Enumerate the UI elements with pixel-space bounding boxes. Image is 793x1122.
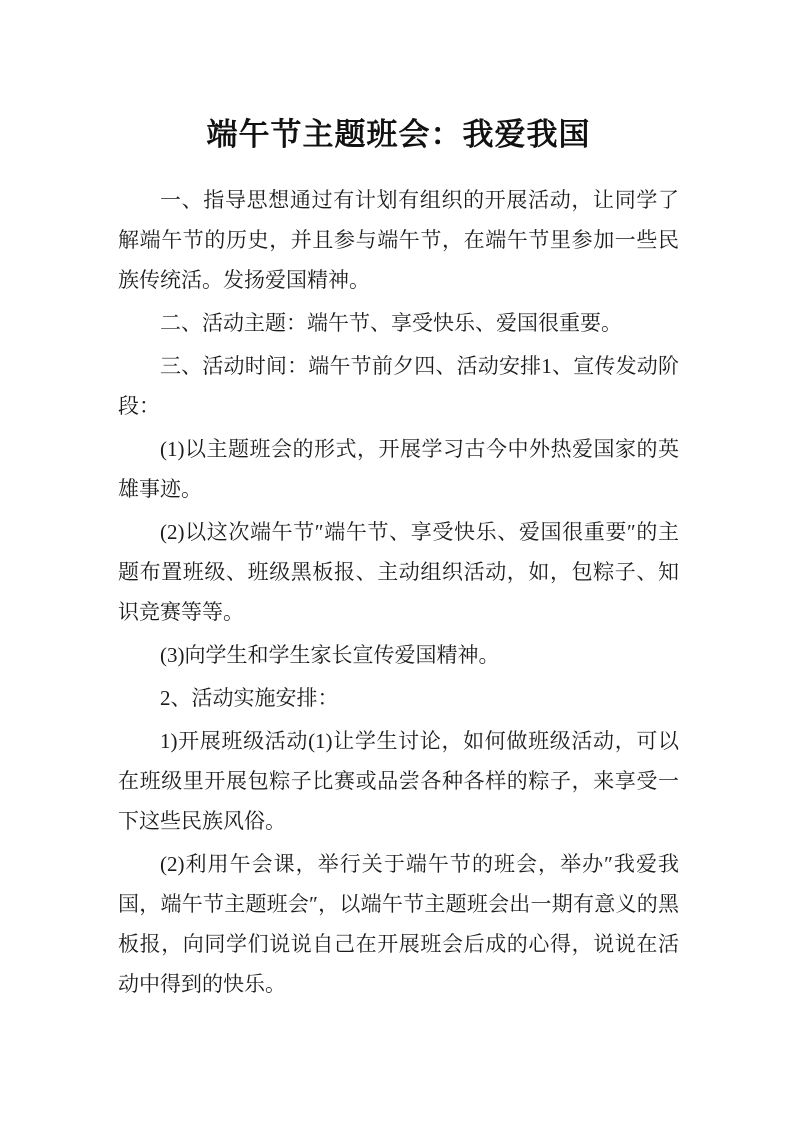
paragraph: 一、指导思想通过有计划有组织的开展活动，让同学了解端午节的历史，并且参与端午节，在端午节里参加一些民族传统活。发扬爱国精神。 — [118, 188, 679, 292]
paragraph: 二、活动主题：端午节、享受快乐、爱国很重要。 — [160, 311, 622, 335]
document-title: 端午节主题班会：我爱我国 — [206, 117, 591, 152]
paragraph: 1)开展班级活动(1)让学生讨论，如何做班级活动，可以在班级里开展包粽子比赛或品尝各种各样的粽子，来享受一下这些民族风俗。 — [118, 729, 679, 833]
paragraph: 三、活动时间：端午节前夕四、活动安排1、宣传发动阶段： — [118, 354, 679, 418]
document-body — [118, 180, 679, 1004]
paragraph: (1)以主题班会的形式，开展学习古今中外热爱国家的英雄事迹。 — [118, 437, 679, 501]
paragraph: (3)向学生和学生家长宣传爱国精神。 — [160, 643, 500, 667]
paragraph: (2)利用午会课，举行关于端午节的班会，举办″我爱我国，端午节主题班会″，以端午节主题班会出一期有意义的黑板报，向同学们说说自己在开展班会后成的心得，说说在活动中得到的快乐。 — [118, 852, 679, 996]
paragraph: (2)以这次端午节″端午节、享受快乐、爱国很重要″的主题布置班级、班级黑板报、主动组织活动，如，包粽子、知识竞赛等等。 — [118, 520, 679, 624]
paragraph: 2、活动实施安排： — [160, 686, 339, 710]
